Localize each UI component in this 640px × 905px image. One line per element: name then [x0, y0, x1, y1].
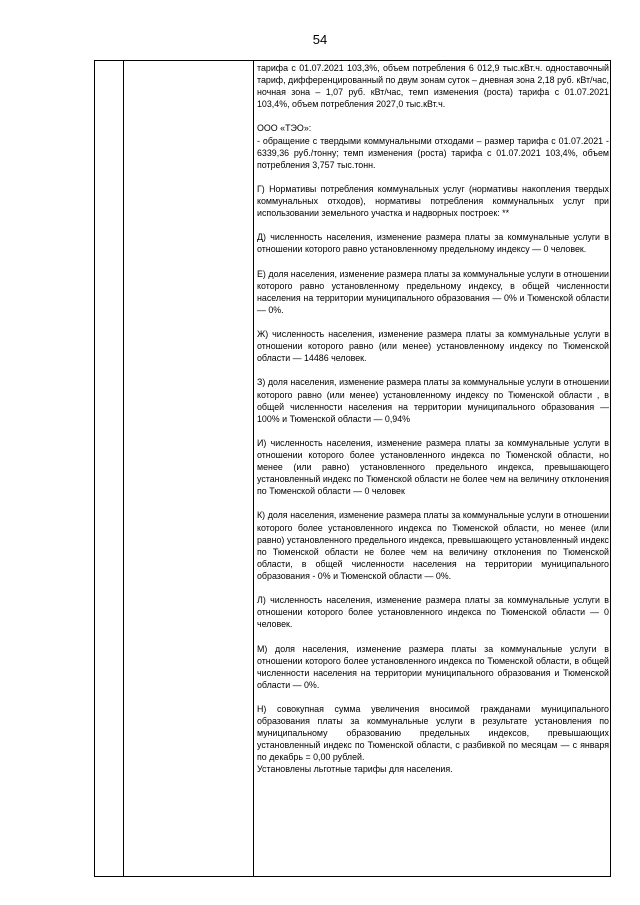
paragraph-e: Е) доля населения, изменение размера платы за коммунальные услуги в отношении которого равно установленному предельному индексу, в общей численности населения на территории муниципального образования — 0% и Тюменской области — 0%. [257, 268, 609, 315]
paragraph-teo-waste: - обращение с твердыми коммунальными отходами – размер тарифа с 01.07.2021 - 6339,36 руб./тонну; темп изменения (роста) тарифа с 01.07.2021 103,4%, объем потребления 3,757 тыс.тонн. [257, 135, 609, 170]
paragraph-n: Н) совокупная сумма увеличения вносимой гражданами муниципального образования платы за коммунальные услуги в результате установления по муниципальному образованию предельных индексов, превышающих установленный индекс по Тюменской области, с разбивкой по месяцам — с января по декабрь = 0,00 рублей. [257, 703, 609, 763]
paragraph-zh: Ж) численность населения, изменение размера платы за коммунальные услуги в отношении которого равно (или менее) установленному индексу по Тюменской области — 14486 человек. [257, 329, 609, 364]
paragraph-m: М) доля населения, изменение размера платы за коммунальные услуги в отношении которого более установленного индекса по Тюменской области, в общей численности населения на территории муниципального образования и Тюменской области — 0%. [257, 643, 609, 690]
paragraph-tariff-electricity: тарифа с 01.07.2021 103,3%, объем потребления 6 012,9 тыс.кВт.ч. одноставочный тариф, дифференцированный по двум зонам суток – дневная зона 2,18 руб. кВт/час, ночная зона – 1,07 руб. кВт/час, темп изменения (роста) тарифа с 01.07.2021 103,4%, объем потребления 2027,0 тыс.кВт.ч. [257, 63, 609, 110]
paragraph-d: Д) численность населения, изменение размера платы за коммунальные услуги в отношении которого равно установленному предельному индексу — 0 человек. [257, 232, 609, 255]
paragraph-g: Г) Нормативы потребления коммунальных услуг (нормативы накопления твердых коммунальных отходов), нормативы потребления коммунальных услуг при использовании земельного участка и надворных построек: ** [257, 183, 609, 219]
paragraph-teo-header: ООО «ТЭО»: [257, 123, 312, 134]
paragraph-k: К) доля населения, изменение размера платы за коммунальные услуги в отношении которого более установленного индекса по Тюменской области, но менее (или равно) установленного предельного индекса, превышающего установленный индекс по Тюменской области не более чем на величину отклонения по Тюменской области, в общей численности населения на территории муниципального образования - 0% и Тюменской области — 0%. [257, 510, 609, 581]
paragraph-benefit-tariffs: Установлены льготные тарифы для населения. [257, 764, 453, 775]
table-column-number [95, 61, 124, 876]
paragraph-z: З) доля населения, изменение размера платы за коммунальные услуги в отношении которого равно (или менее) установленному индексу по Тюменской области , в общей численности населения на территории муниципального образования — 100% и Тюменской области — 0,94% [257, 377, 609, 424]
paragraph-l: Л) численность населения, изменение размера платы за коммунальные услуги в отношении которого более установленного индекса по Тюменской области — 0 человек. [257, 595, 609, 630]
table-column-content [253, 61, 611, 876]
table-column-name [123, 61, 254, 876]
document-table [94, 60, 611, 877]
paragraph-i: И) численность населения, изменение размера платы за коммунальные услуги в отношении которого более установленного индекса по Тюменской области, но менее (или равно) установленного предельного индекса, превышающего установленный индекс по Тюменской области не более чем на величину отклонения по Тюменской области — 0 человек [257, 437, 609, 497]
page-number: 54 [312, 32, 328, 47]
